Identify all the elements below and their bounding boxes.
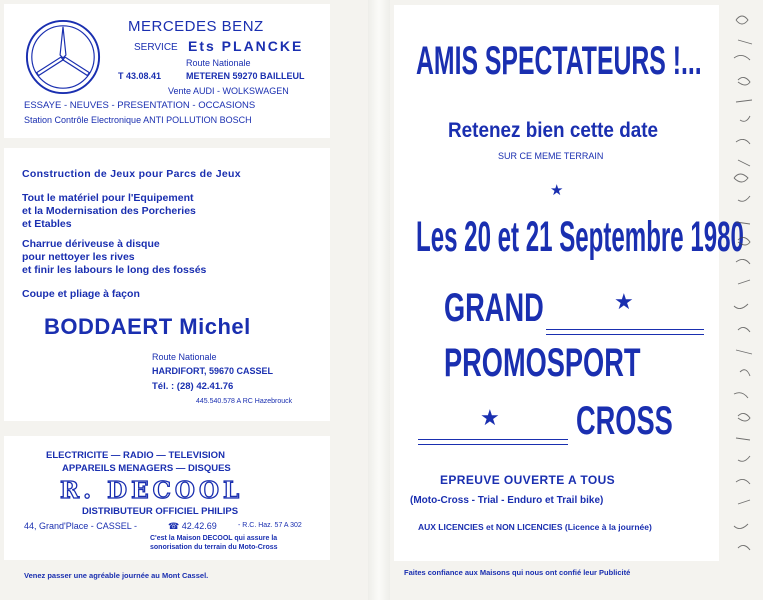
mercedes-ad: [4, 4, 330, 138]
line-6: pour nettoyer les rives: [22, 251, 135, 263]
telephone: ☎ 42.42.69: [168, 521, 217, 531]
road: Route Nationale: [186, 58, 251, 68]
star-icon: ★: [480, 405, 500, 430]
shop-name: R. DECOOL: [60, 477, 244, 504]
star-icon: ★: [550, 182, 564, 199]
line-8: Coupe et pliage à façon: [22, 288, 140, 300]
page-fold: [368, 0, 390, 600]
sale-line: Vente AUDI - WOLKSWAGEN: [168, 86, 289, 96]
note-2: sonorisation du terrain du Moto-Cross: [150, 544, 278, 551]
title-grand: GRAND: [444, 286, 544, 330]
open-event: EPREUVE OUVERTE A TOUS: [440, 473, 616, 487]
decool-ad: [4, 436, 330, 560]
mercedes-star-logo: [24, 18, 102, 96]
note-1: C'est la Maison DECOOL qui assure la: [150, 535, 278, 542]
rc-number: - R.C. Haz. 57 A 302: [238, 522, 302, 529]
line-1: ELECTRICITE — RADIO — TELEVISION: [46, 450, 225, 461]
road: Route Nationale: [152, 352, 217, 362]
retain-date: Retenez bien cette date: [448, 119, 659, 142]
line-2: APPAREILS MENAGERS — DISQUES: [62, 463, 231, 474]
info-line-1: ESSAYE - NEUVES - PRESENTATION - OCCASIONS: [24, 100, 256, 111]
footer-left: Venez passer une agréable journée au Mont Cassel.: [24, 571, 209, 580]
line-1: Construction de Jeux pour Parcs de Jeux: [22, 168, 241, 180]
footer-right: Faites confiance aux Maisons qui nous ont confié leur Publicité: [404, 568, 631, 577]
star-icon: ★: [614, 289, 634, 314]
owner-name: BODDAERT Michel: [44, 314, 251, 339]
same-ground: SUR CE MEME TERRAIN: [498, 151, 604, 161]
brand: MERCEDES BENZ: [128, 18, 264, 35]
town: HARDIFORT, 59670 CASSEL: [152, 366, 274, 376]
double-rule: [418, 439, 568, 445]
title-promosport: PROMOSPORT: [444, 341, 641, 385]
registration: 445.540.578 A RC Hazebrouck: [196, 398, 293, 405]
headline: AMIS SPECTATEURS !...: [416, 39, 702, 83]
double-rule: [546, 329, 704, 335]
boddaert-ad: [4, 148, 330, 421]
telephone: Tél. : (28) 42.41.76: [152, 381, 234, 392]
address: 44, Grand'Place - CASSEL -: [24, 521, 137, 531]
line-4: et Etables: [22, 218, 72, 230]
distributor: DISTRIBUTEUR OFFICIEL PHILIPS: [82, 506, 239, 517]
event-poster: [394, 5, 744, 561]
service-prefix: SERVICE: [134, 42, 178, 53]
info-line-2: Station Contrôle Electronique ANTI POLLUTION BOSCH: [24, 115, 252, 125]
handwritten-notes: [728, 0, 763, 600]
phone: T 43.08.41: [118, 71, 162, 81]
event-date: Les 20 et 21 Septembre 1980: [416, 213, 744, 261]
licence-info: AUX LICENCIES et NON LICENCIES (Licence à la journée): [418, 522, 652, 532]
title-cross: CROSS: [576, 399, 673, 443]
line-3: et la Modernisation des Porcheries: [22, 205, 196, 217]
line-7: et finir les labours le long des fossés: [22, 264, 207, 276]
address: METEREN 59270 BAILLEUL: [186, 71, 305, 81]
line-5: Charrue dériveuse à disque: [22, 238, 160, 250]
event-types: (Moto-Cross - Trial - Enduro et Trail bike): [410, 495, 604, 506]
company-name: Ets PLANCKE: [188, 38, 304, 54]
line-2: Tout le matériel pour l'Equipement: [22, 192, 194, 204]
